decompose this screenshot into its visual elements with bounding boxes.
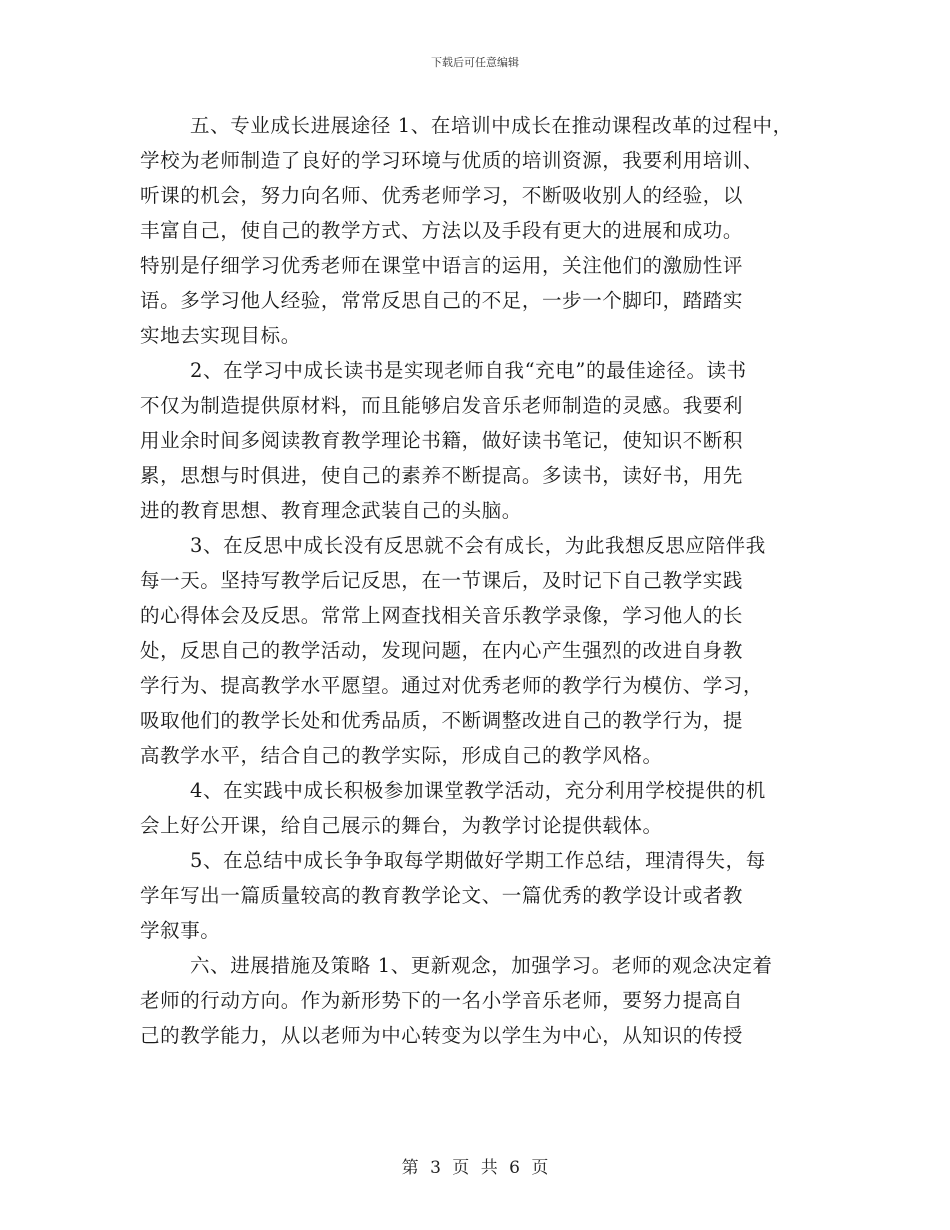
text-line: 5、在总结中成长争争取每学期做好学期工作总结，理清得失，每: [190, 849, 766, 872]
text-line: 4、在实践中成长积极参加课堂教学活动，充分利用学校提供的机: [190, 779, 766, 802]
text-line: 进的教育思想、教育理念武装自己的头脑。: [140, 499, 522, 522]
text-line: 学叙事。: [140, 919, 221, 942]
text-line: 学校为老师制造了良好的学习环境与优质的培训资源，我要利用培训、: [140, 149, 764, 172]
text-line: 高教学水平，结合自己的教学实际，形成自己的教学风格。: [140, 744, 663, 767]
text-line: 会上好公开课，给自己展示的舞台，为教学讨论提供载体。: [140, 814, 663, 837]
text-line: 的心得体会及反思。常常上网查找相关音乐教学录像，学习他人的长: [140, 604, 744, 627]
text-line: 实地去实现目标。: [140, 324, 301, 347]
text-line: 老师的行动方向。作为新形势下的一名小学音乐老师，要努力提高自: [140, 989, 744, 1012]
text-line: 2、在学习中成长读书是实现老师自我“充电”的最佳途径。读书: [190, 359, 747, 382]
text-line: 累，思想与时俱进，使自己的素养不断提高。多读书，读好书，用先: [140, 464, 744, 487]
text-line: 己的教学能力，从以老师为中心转变为以学生为中心，从知识的传授: [140, 1024, 744, 1047]
text-line: 用业余时间多阅读教育教学理论书籍，做好读书笔记，使知识不断积: [140, 429, 744, 452]
text-line: 特别是仔细学习优秀老师在课堂中语言的运用，关注他们的激励性评: [140, 254, 744, 277]
document-body: [140, 108, 810, 1053]
text-line: 学年写出一篇质量较高的教育教学论文、一篇优秀的教学设计或者教: [140, 884, 744, 907]
text-line: 处，反思自己的教学活动，发现问题，在内心产生强烈的改进自身教: [140, 639, 744, 662]
text-line: 3、在反思中成长没有反思就不会有成长，为此我想反思应陪伴我: [190, 534, 766, 557]
text-line: 不仅为制造提供原材料，而且能够启发音乐老师制造的灵感。我要利: [140, 394, 744, 417]
text-line: 语。多学习他人经验，常常反思自己的不足，一步一个脚印，踏踏实: [140, 289, 744, 312]
text-line: 五、专业成长进展途径 1、在培训中成长在推动课程改革的过程中，: [190, 114, 793, 137]
text-line: 学行为、提高教学水平愿望。通过对优秀老师的教学行为模仿、学习，: [140, 674, 764, 697]
text-line: 丰富自己，使自己的教学方式、方法以及手段有更大的进展和成功。: [140, 219, 744, 242]
page-number: 第 3 页 共 6 页: [401, 1158, 549, 1178]
text-line: 听课的机会，努力向名师、优秀老师学习，不断吸收别人的经验，以: [140, 184, 744, 207]
page-header-note: 下载后可任意编辑: [431, 56, 519, 69]
text-line: 吸取他们的教学长处和优秀品质，不断调整改进自己的教学行为，提: [140, 709, 744, 732]
text-line: 六、进展措施及策略 1、更新观念，加强学习。老师的观念决定着: [190, 954, 773, 977]
text-line: 每一天。坚持写教学后记反思，在一节课后，及时记下自己教学实践: [140, 569, 744, 592]
